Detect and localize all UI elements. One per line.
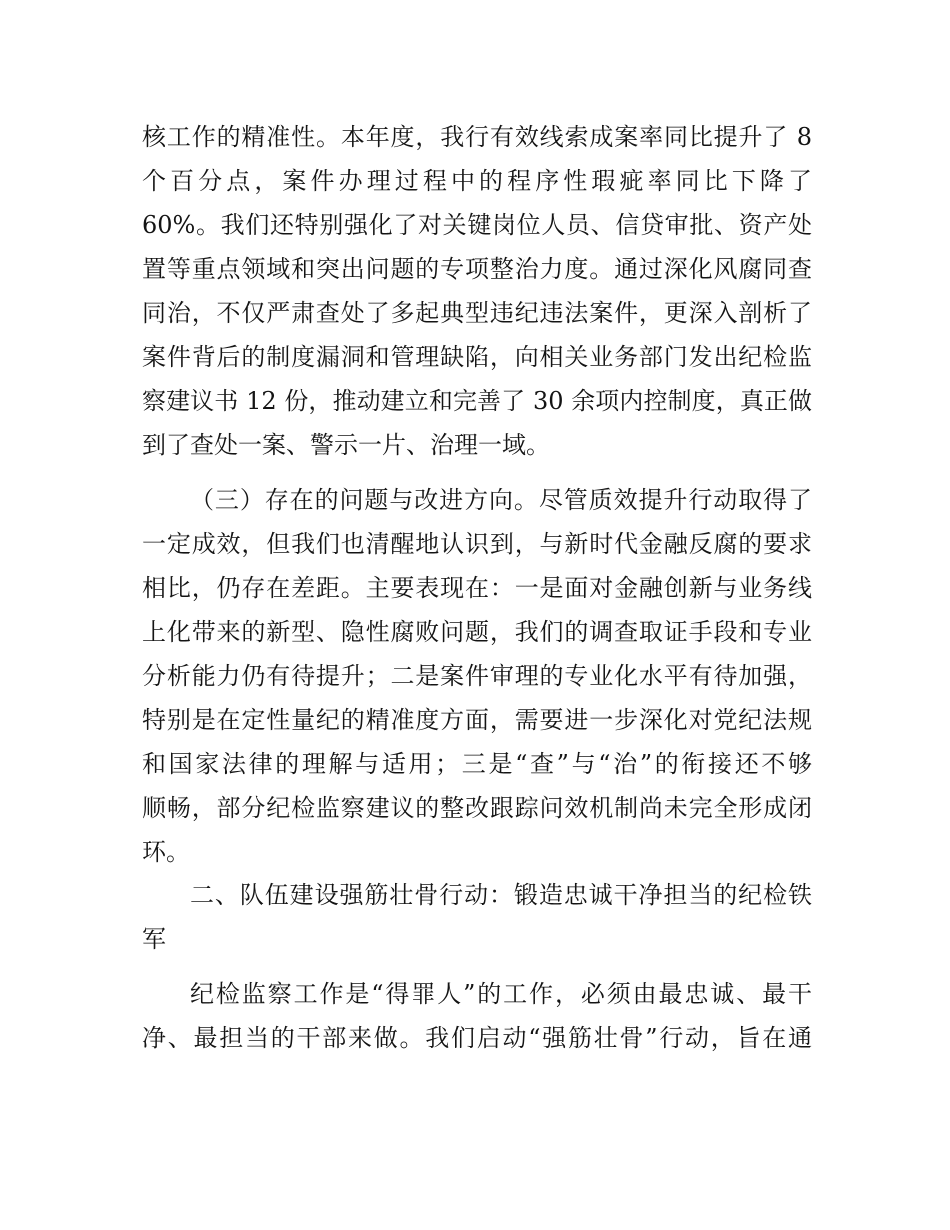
paragraph-line: 同治，不仅严肃查处了多起典型违纪违法案件，更深入剖析了 bbox=[142, 299, 812, 327]
paragraph-line: 分析能力仍有待提升；二是案件审理的专业化水平有待加强， bbox=[142, 662, 812, 690]
paragraph-line: 净、最担当的干部来做。我们启动“强筋壮骨”行动，旨在通 bbox=[142, 1024, 812, 1052]
paragraph-line: （三）存在的问题与改进方向。尽管质效提升行动取得了 bbox=[190, 486, 812, 514]
section-heading: 军 bbox=[142, 925, 166, 953]
paragraph-line: 核工作的精准性。本年度，我行有效线索成案率同比提升了 8 bbox=[142, 123, 812, 151]
paragraph-line: 环。 bbox=[142, 838, 190, 866]
paragraph-line: 一定成效，但我们也清醒地认识到，与新时代金融反腐的要求 bbox=[142, 530, 812, 558]
paragraph-line: 顺畅，部分纪检监察建议的整改跟踪问效机制尚未完全形成闭 bbox=[142, 794, 812, 822]
paragraph-line: 察建议书 12 份，推动建立和完善了 30 余项内控制度，真正做 bbox=[142, 387, 812, 415]
paragraph-line: 纪检监察工作是“得罪人”的工作，必须由最忠诚、最干 bbox=[190, 980, 812, 1008]
paragraph-line: 相比，仍存在差距。主要表现在：一是面对金融创新与业务线 bbox=[142, 574, 812, 602]
paragraph-line: 上化带来的新型、隐性腐败问题，我们的调查取证手段和专业 bbox=[142, 618, 812, 646]
paragraph-line: 置等重点领域和突出问题的专项整治力度。通过深化风腐同查 bbox=[142, 255, 812, 283]
paragraph-line: 个百分点，案件办理过程中的程序性瑕疵率同比下降了 bbox=[142, 167, 812, 195]
paragraph-line: 特别是在定性量纪的精准度方面，需要进一步深化对党纪法规 bbox=[142, 706, 812, 734]
paragraph-line: 和国家法律的理解与适用；三是“查”与“治”的衔接还不够 bbox=[142, 750, 812, 778]
paragraph-line: 到了查处一案、警示一片、治理一域。 bbox=[142, 431, 550, 459]
section-heading: 二、队伍建设强筋壮骨行动：锻造忠诚干净担当的纪检铁 bbox=[190, 881, 812, 909]
paragraph-line: 案件背后的制度漏洞和管理缺陷，向相关业务部门发出纪检监 bbox=[142, 343, 812, 371]
paragraph-line: 60%。我们还特别强化了对关键岗位人员、信贷审批、资产处 bbox=[142, 211, 812, 239]
